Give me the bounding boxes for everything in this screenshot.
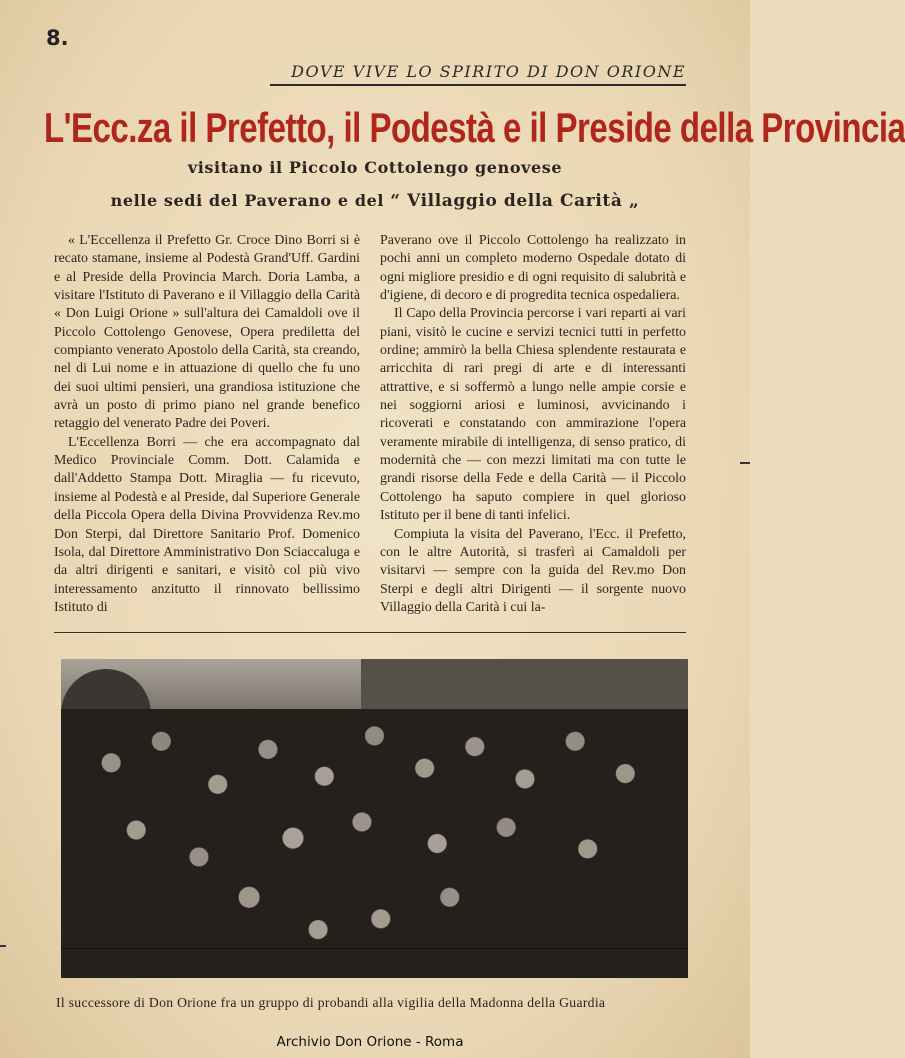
right-edge-mark [740,462,750,464]
right-paragraph-3: Compiuta la visita del Paverano, l'Ecc. il Prefetto, con le altre Autorità, si trasferì ai Camaldoli per visitarvi — sempre con la guida del Rev.mo Don Sterpi e degli altri Dirigenti — il sorgente nuovo Villaggio della Carità i cui la- [380,526,686,615]
archive-credit: Archivio Don Orione - Roma [276,1034,464,1050]
left-paragraph-1: « L'Eccellenza il Prefetto Gr. Croce Dino Borri si è recato stamane, insieme al Podestà Grand'Uff. Gardini e al Preside della Provincia March. Doria Lamba, a visitare l'Istituto di Paverano e il Villaggio della Carità « Don Luigi Orione » sull'altura dei Camaldoli ove il Piccolo Cottolengo Genovese, Opera prediletta del compianto venerato Apostolo della Carità, sta creando, nel di Lui nome e in attuazione di quello che fu uno dei suoi ultimi pensieri, una grandiosa istituzione che avrà un posto di primo piano nel grande benefico retaggio del venerato Padre dei Poveri. [54,233,360,432]
page-number: 8. [46,26,69,50]
article-right-column [380,232,686,617]
column-divider-rule [54,632,686,633]
group-photograph [61,659,688,978]
right-paragraph-2: Il Capo della Provincia percorse i vari reparti ai vari piani, visitò le cucine e servizi tecnici tutti in perfetto ordine; ammirò la bella Chiesa splendente restaurata e arricchita di rari pregi di arte e di interessanti attrattive, e si soffermò a lungo nelle ampie corsie e nei soggiorni ariosi e luminosi, avvicinando i ricoverati e constatando con ammirazione l'opera veramente mirabile di intelligenza, di senso pratico, di modernità che — con mezzi limitati ma con tutte le grandi risorse della Fede e della Carità — il Piccolo Cottolengo ha saputo compiere in quel glorioso Istituto per il bene di tanti infelici. [380,306,686,524]
left-edge-mark [0,945,6,947]
photo-caption: Il successore di Don Orione fra un gruppo di probandi alla vigilia della Madonna della Guardia [56,995,606,1010]
article-left-column [54,232,360,617]
subtitle-prefix: nelle sedi del Paverano e del [110,191,391,210]
photo-scan-line [61,948,688,949]
article-title: L'Ecc.za il Prefetto, il Podestà e il Preside della Provincia [44,104,905,151]
right-paragraph-1: Paverano ove il Piccolo Cottolengo ha realizzato in pochi anni un completo moderno Ospedale dotato di ogni migliore presidio e di ogni requisito di salubrità e d'igiene, di decoro e di progredita tecnica ospedaliera. [380,233,686,304]
subtitle-quoted: “ Villaggio della Carità „ [390,191,640,211]
photo-crowd [61,709,688,978]
left-paragraph-2: L'Eccellenza Borri — che era accompagnato dal Medico Provinciale Comm. Dott. Calamida e dall'Addetto Stampa Dott. Miraglia — fu ricevuto, insieme al Podestà e al Preside, dal Superiore Generale della Piccola Opera della Divina Provvidenza Rev.mo Don Sterpi, dal Direttore Sanitario Prof. Domenico Isola, dal Direttore Amministrativo Don Sciaccaluga e da altri dirigenti e sanitari, e visitò col più vivo interessamento anzitutto il rinnovato bellissimo Istituto di [54,434,360,615]
section-header: DOVE VIVE LO SPIRITO DI DON ORIONE [270,62,686,86]
article-subtitle-line-1: visitano il Piccolo Cottolengo genovese [187,158,563,177]
article-subtitle-line-2 [60,191,690,211]
